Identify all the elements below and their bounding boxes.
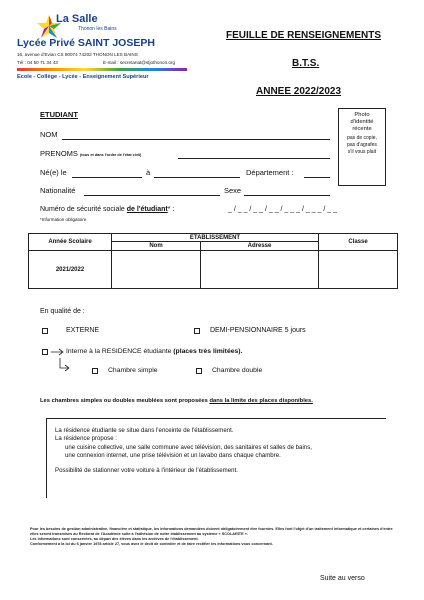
interne-checkbox[interactable]: [42, 349, 48, 355]
prenoms-field[interactable]: [178, 158, 330, 159]
prenoms-label-text: PRENOMS: [40, 149, 78, 158]
photo-label-5: pas d'agrafes: [347, 141, 377, 148]
cell-classe[interactable]: [319, 251, 398, 289]
residence-line-5: Possibilité de stationner votre voiture à l'intérieur de l'établissement.: [55, 467, 238, 475]
logo-city: Thonon les Bains: [78, 26, 117, 32]
secu-label-post: * :: [167, 206, 175, 213]
secu-field[interactable]: _ / _ _ / _ _ / _ _ / _ _ _ / _ _ _ / _ _: [228, 206, 337, 213]
chambre-simple-label: Chambre simple: [108, 367, 158, 374]
departement-field[interactable]: [304, 177, 330, 178]
legal-footer: [30, 527, 396, 548]
departement-label: Département :: [246, 168, 294, 177]
secu-label-underlined: de l'étudiant: [126, 206, 168, 213]
nationalite-label: Nationalité: [40, 186, 76, 195]
school-phone: Tél : 04 50 71 34 43: [17, 60, 58, 65]
sexe-label: Sexe: [224, 186, 242, 195]
col-header-classe: Classe: [319, 234, 398, 251]
col-header-nom: Nom: [112, 242, 201, 251]
rooms-notice-text: Les chambres simples ou doubles meublées sont proposées: [40, 398, 210, 404]
chambre-simple-checkbox[interactable]: [92, 368, 98, 374]
birthplace-label: à: [146, 168, 151, 177]
interne-label-bold: (places très limitées).: [173, 348, 243, 355]
legal-paragraph-3: Conformément à la loi du 6 janvier 1978 article 27, vous avez le droit de contrôler et de faire rectifier les informations vous concernant.: [30, 542, 273, 547]
row-year: 2021/2022: [29, 251, 112, 289]
col-header-adresse: Adresse: [201, 242, 319, 251]
required-note: *Information obligatoire: [40, 217, 87, 222]
residence-line-1: La résidence étudiante se situe dans l'enceinte de l'établissement.: [55, 427, 234, 434]
school-year: ANNEE 2022/2023: [256, 86, 342, 97]
chambre-double-checkbox[interactable]: [196, 368, 202, 374]
school-address: 16, avenue d'Evian CS 80074 74202 THONON LES BAINS: [17, 52, 138, 57]
demi-pensionnaire-checkbox[interactable]: [194, 328, 200, 334]
photo-label-1: Photo: [354, 112, 370, 118]
residence-line-3: une cuisine collective, une salle commune avec télévision, des sanitaires et salles de bains,: [65, 443, 312, 451]
section-title-student: ETUDIANT: [40, 110, 78, 119]
rooms-notice-underlined: dans la limite des places disponibles.: [209, 398, 313, 404]
externe-checkbox[interactable]: [42, 328, 48, 334]
photo-label-2: d'identité: [350, 119, 374, 126]
rooms-notice: [40, 398, 313, 404]
residence-line-4: une connexion internet, une prise télévision et un lavabo dans chaque chambre.: [65, 451, 281, 459]
photo-label-4: pas de copie,: [347, 134, 377, 141]
cell-adresse[interactable]: [201, 251, 319, 289]
school-name: Lycée Privé SAINT JOSEPH: [17, 37, 155, 49]
legal-paragraph-2: Les informations sont conservées, au départ des élèves dans les archives de l'établissement.: [30, 537, 199, 542]
prenoms-hint: (tous et dans l'ordre de l'état civil): [80, 153, 142, 157]
col-header-annee: Année Scolaire: [29, 234, 112, 251]
secu-label: [40, 206, 174, 213]
nom-field[interactable]: [62, 139, 330, 140]
continue-overleaf: Suite au verso: [320, 575, 365, 582]
birthdate-field[interactable]: [72, 177, 142, 178]
cell-nom[interactable]: [112, 251, 201, 289]
interne-label-text: Interne à la RESIDENCE étudiante: [66, 348, 174, 355]
school-contact: [17, 60, 187, 65]
school-email: E-mail : secretariat@stjothonon.org: [103, 60, 176, 65]
prenoms-label: [40, 149, 141, 158]
page-subtitle: B.T.S.: [292, 58, 320, 69]
nationalite-field[interactable]: [84, 195, 220, 196]
photo-label-3: récente: [352, 126, 372, 133]
interne-label: [66, 348, 242, 355]
school-tagline: Ecole - Collège - Lycée - Enseignement Supérieur: [17, 74, 149, 80]
sexe-field[interactable]: [244, 195, 330, 196]
externe-label: EXTERNE: [66, 327, 100, 334]
rainbow-divider: [17, 68, 187, 71]
photo-label-6: s'il vous plait: [347, 149, 377, 156]
page-title: FEUILLE DE RENSEIGNEMENTS: [226, 30, 382, 41]
chambre-double-label: Chambre double: [212, 367, 263, 374]
residence-line-2: La résidence propose :: [55, 435, 117, 443]
legal-paragraph-1: Pour les besoins de gestion administrative, financière et statistique, les informations demandées doivent obligatoirement être fournies. Elles font l'objet d'un traitement informatique et certaines d'entre elles seront transmises au Rectorat de l'Académie suite à l'adhésion de notre établissement au système « SCOLARITE ».: [30, 527, 393, 537]
logo-name: La Salle: [56, 13, 98, 25]
photo-box[interactable]: [338, 108, 386, 186]
secu-label-pre: Numéro de sécurité sociale: [40, 206, 127, 213]
establishment-table: [28, 233, 398, 289]
birthplace-field[interactable]: [154, 177, 240, 178]
nom-label: NOM: [40, 130, 58, 139]
qualite-label: En qualité de :: [40, 308, 85, 315]
demi-pensionnaire-label: DEMI-PENSIONNAIRE 5 jours: [210, 327, 306, 334]
birthdate-label: Né(e) le: [40, 168, 67, 177]
residence-info-box: [46, 418, 386, 498]
col-header-etablissement: ETABLISSEMENT: [112, 234, 319, 242]
table-row: [29, 251, 398, 289]
